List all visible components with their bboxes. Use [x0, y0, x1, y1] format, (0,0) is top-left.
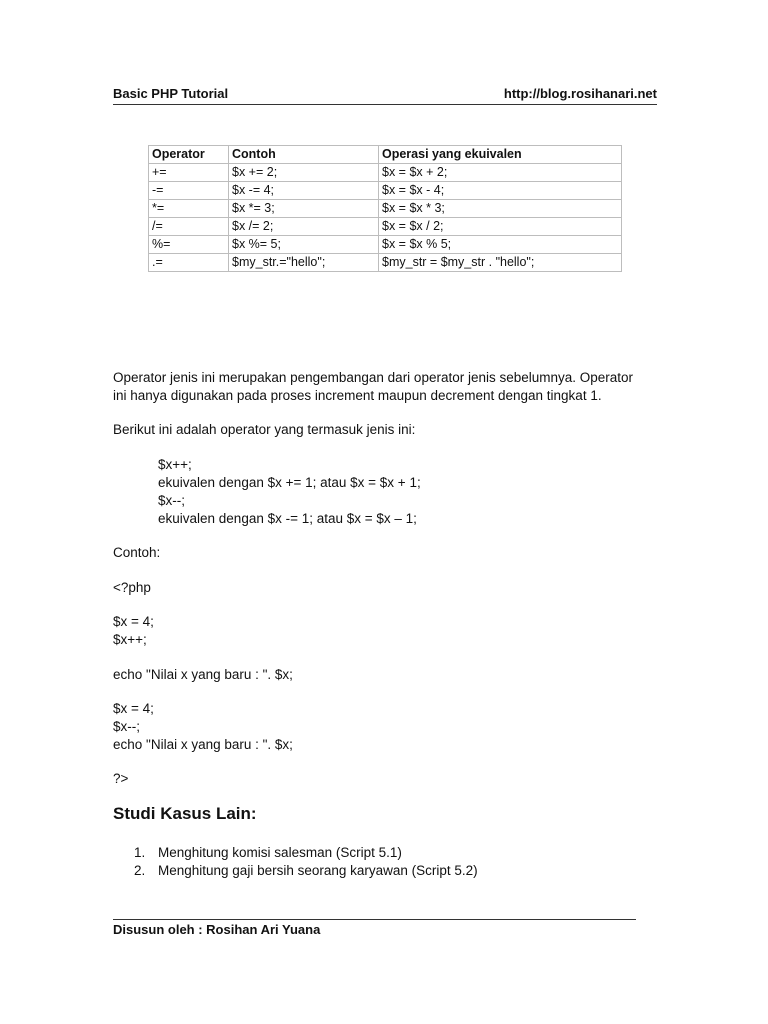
list-item: [134, 862, 478, 880]
code-open-tag: <?php: [113, 580, 151, 595]
table-row: [149, 182, 622, 200]
table-cell: $x = $x + 2;: [379, 164, 622, 182]
table-cell: $my_str = $my_str . "hello";: [379, 254, 622, 272]
table-header-row: [149, 146, 622, 164]
code-line: $x--;: [113, 719, 140, 734]
table-cell: $x /= 2;: [229, 218, 379, 236]
column-header-equivalent: Operasi yang ekuivalen: [379, 146, 622, 164]
table-cell: $x = $x * 3;: [379, 200, 622, 218]
code-line: $x = 4;: [113, 614, 154, 629]
operator-list: [158, 456, 421, 528]
table-row: [149, 218, 622, 236]
table-cell: $x -= 4;: [229, 182, 379, 200]
list-number: 2.: [134, 863, 146, 878]
list-text: Menghitung komisi salesman (Script 5.1): [158, 845, 402, 860]
list-text: Menghitung gaji bersih seorang karyawan (Script 5.2): [158, 863, 478, 878]
table-row: [149, 236, 622, 254]
table-cell: $x = $x - 4;: [379, 182, 622, 200]
table-row: [149, 200, 622, 218]
table-cell: $x *= 3;: [229, 200, 379, 218]
table-cell: $x = $x % 5;: [379, 236, 622, 254]
code-line: echo "Nilai x yang baru : ". $x;: [113, 667, 293, 682]
column-header-contoh: Contoh: [229, 146, 379, 164]
decrement-equivalent: ekuivalen dengan $x -= 1; atau $x = $x – 1;: [158, 511, 417, 526]
increment-equivalent: ekuivalen dengan $x += 1; atau $x = $x + 1;: [158, 475, 421, 490]
table-row: [149, 254, 622, 272]
column-header-operator: Operator: [149, 146, 229, 164]
list-number: 1.: [134, 845, 146, 860]
table-cell: *=: [149, 200, 229, 218]
table-cell: $x = $x / 2;: [379, 218, 622, 236]
code-line: $x++;: [113, 632, 147, 647]
code-line: $x = 4;: [113, 701, 154, 716]
code-close-tag: ?>: [113, 771, 129, 786]
table-row: [149, 164, 622, 182]
list-item: [134, 844, 478, 862]
operator-table: [148, 145, 622, 272]
paragraph-line: ini hanya digunakan pada proses increment maupun decrement dengan tingkat 1.: [113, 388, 602, 403]
table-cell: $x %= 5;: [229, 236, 379, 254]
operators-intro: Berikut ini adalah operator yang termasuk jenis ini:: [113, 422, 416, 437]
table-cell: %=: [149, 236, 229, 254]
code-line: echo "Nilai x yang baru : ". $x;: [113, 737, 293, 752]
decrement-operator: $x--;: [158, 493, 185, 508]
table-cell: +=: [149, 164, 229, 182]
table-cell: $my_str.="hello";: [229, 254, 379, 272]
header-url: http://blog.rosihanari.net: [503, 86, 657, 101]
table-cell: -=: [149, 182, 229, 200]
table-cell: $x += 2;: [229, 164, 379, 182]
increment-operator: $x++;: [158, 457, 192, 472]
header-title: Basic PHP Tutorial: [113, 86, 229, 101]
page-header: [113, 86, 657, 105]
intro-paragraph: [113, 369, 661, 405]
page-footer: Disusun oleh : Rosihan Ari Yuana: [113, 919, 636, 937]
table-cell: /=: [149, 218, 229, 236]
table-cell: .=: [149, 254, 229, 272]
contoh-label: Contoh:: [113, 545, 161, 560]
paragraph-line: Operator jenis ini merupakan pengembangan dari operator jenis sebelumnya. Operator: [113, 370, 634, 385]
case-study-list: [134, 844, 478, 880]
section-title: Studi Kasus Lain:: [113, 804, 257, 823]
